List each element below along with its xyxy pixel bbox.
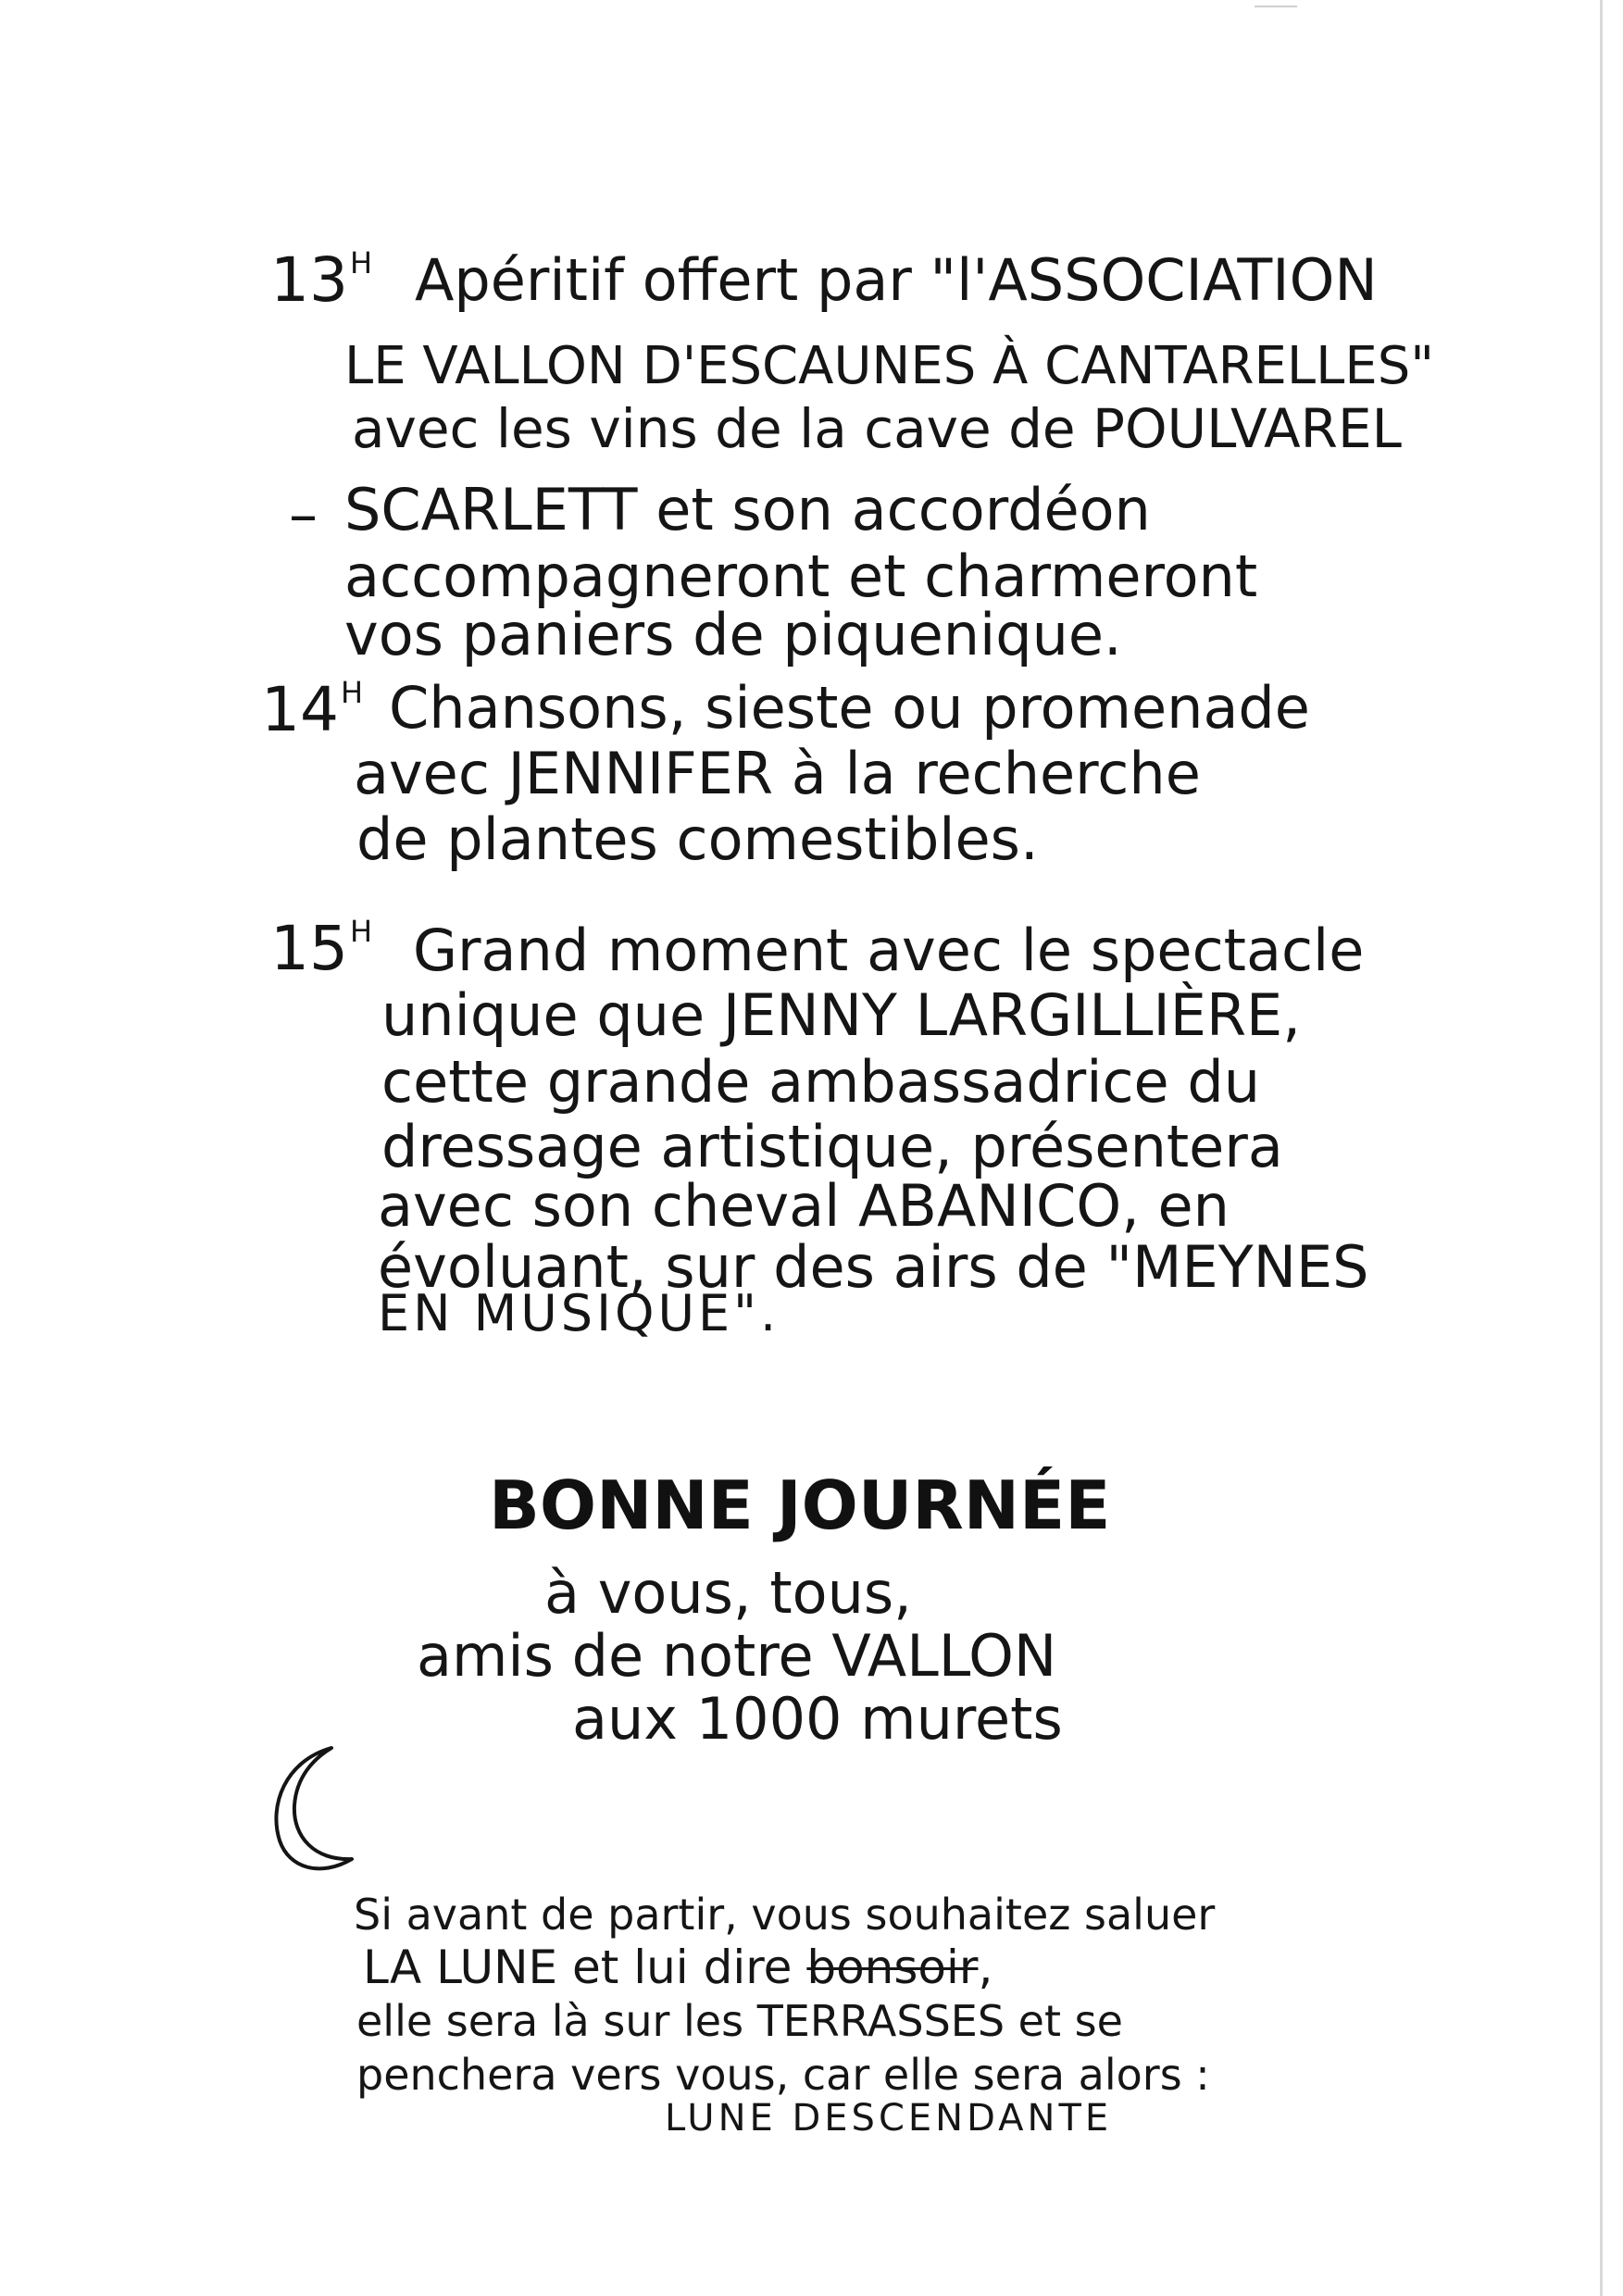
program-15-line-6: évoluant, sur des airs de "MEYNES	[378, 1233, 1369, 1301]
hour-15: $15^H$	[270, 913, 373, 984]
note-line-4: penchera vers vous, car elle sera alors :	[356, 2050, 1210, 2100]
program-13-line-3: avec les vins de la cave de POULVAREL	[352, 397, 1402, 460]
hour-14: $14^H$	[261, 674, 364, 745]
note-line-2: LA LUNE et lui dire bonsoir,	[363, 1940, 993, 1994]
hour-13: $13^H$	[270, 244, 373, 316]
program-scarlett-line-3: vos paniers de piquenique.	[344, 601, 1122, 668]
page-edge-shadow	[1600, 0, 1603, 2296]
program-13-line-1: Apéritif offert par "l'ASSOCIATION	[415, 246, 1378, 314]
note-line-5: LUNE DESCENDANTE	[665, 2097, 1113, 2140]
program-14-line-1: Chansons, sieste ou promenade	[389, 674, 1310, 742]
program-15-line-2: unique que JENNY LARGILLIÈRE,	[381, 981, 1301, 1049]
program-15-line-4: dressage artistique, présentera	[381, 1113, 1283, 1180]
program-14-line-2: avec JENNIFER à la recherche	[354, 740, 1201, 807]
program-15-line-1: Grand moment avec le spectacle	[413, 917, 1365, 984]
program-13-line-2: LE VALLON D'ESCAUNES À CANTARELLES"	[344, 336, 1435, 396]
program-scarlett-line-1: SCARLETT et son accordéon	[344, 476, 1151, 543]
crescent-moon-icon	[259, 1741, 361, 1879]
scan-mark	[1255, 6, 1297, 7]
closing-title: BONNE JOURNÉE	[489, 1466, 1111, 1544]
program-14-line-3: de plantes comestibles.	[356, 805, 1039, 873]
program-scarlett-line-2: accompagneront et charmeront	[344, 543, 1258, 610]
closing-line-1: à vous, tous,	[544, 1559, 912, 1627]
closing-line-3: aux 1000 murets	[572, 1685, 1063, 1753]
program-dash: –	[289, 480, 318, 548]
closing-line-2: amis de notre VALLON	[417, 1622, 1057, 1690]
program-15-line-5: avec son cheval ABANICO, en	[378, 1172, 1230, 1240]
note-line-3: elle sera là sur les TERRASSES et se	[356, 1996, 1123, 2046]
note-line-1: Si avant de partir, vous souhaitez saluer	[354, 1890, 1216, 1940]
program-15-line-7: EN MUSIQUE".	[378, 1284, 780, 1342]
program-15-line-3: cette grande ambassadrice du	[381, 1048, 1261, 1116]
